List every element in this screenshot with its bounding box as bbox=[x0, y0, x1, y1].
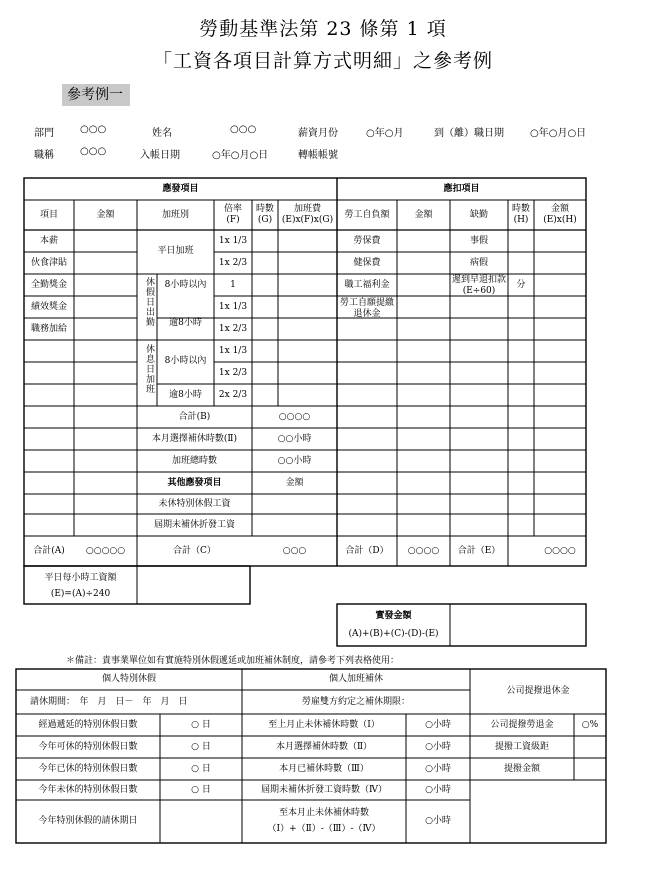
join-date-value: ○年○月○日 bbox=[212, 150, 269, 161]
comp-row-label: 至上月止未休補休時數（Ⅰ） bbox=[268, 720, 380, 730]
comp-row-label: 屆期未補休折發工資時數（Ⅳ） bbox=[261, 785, 387, 795]
unused-leave-pay-label: 未休特別休假工資 bbox=[158, 499, 231, 509]
pension-row-value: ○% bbox=[581, 720, 599, 730]
annual-leave-row-label: 今年已休的特別休假日數 bbox=[38, 764, 138, 774]
col-ot-pay: 加班費 (E)x(F)x(G) bbox=[281, 204, 334, 225]
total-ot-hours-value: ○○小時 bbox=[277, 456, 312, 466]
leave-period-label: 請休期間： 年 月 日－ 年 月 日 bbox=[30, 697, 188, 707]
job-title-value: ○○○ bbox=[80, 146, 107, 157]
annual-leave-period-row: 今年特別休假的請休期日 bbox=[38, 816, 138, 826]
within-8h-label: 8小時以內 bbox=[164, 356, 207, 366]
subtotal-b-label: 合計(B) bbox=[178, 412, 211, 422]
earnings-header: 應發項目 bbox=[162, 184, 199, 194]
annual-leave-row-label: 經過遞延的特別休假日數 bbox=[38, 720, 138, 730]
rate-value: 1x 2/3 bbox=[218, 258, 248, 268]
document-title-line1: 勞動基準法第 23 條第 1 項 bbox=[199, 18, 447, 40]
salary-month-value: ○年○月 bbox=[366, 128, 404, 139]
rate-value: 1x 2/3 bbox=[218, 368, 248, 378]
hourly-wage-formula: (E)=(A)÷240 bbox=[50, 589, 111, 599]
total-a-value: ○○○○○ bbox=[85, 546, 126, 556]
comp-row-value: ○小時 bbox=[425, 720, 451, 730]
subtotal-b-value: ○○○○ bbox=[278, 412, 311, 422]
col-hours: 時數 (G) bbox=[255, 204, 274, 225]
total-d-label: 合計（D） bbox=[345, 546, 389, 556]
comp-agreement-label: 勞雇雙方約定之補休期限： bbox=[301, 697, 410, 707]
col-deduct-amount: 金額 bbox=[414, 210, 433, 220]
annual-leave-row-label: 今年未休的特別休假日數 bbox=[38, 785, 138, 795]
annual-leave-row-value: ○ 日 bbox=[191, 764, 211, 774]
col-deduct-item: 勞工自負額 bbox=[344, 210, 390, 220]
deduct-item: 勞工自願提繳退休金 bbox=[340, 298, 395, 319]
comp-hours-value: ○○小時 bbox=[277, 434, 312, 444]
document-title-line2: 「工資各項目計算方式明細」之參考例 bbox=[152, 50, 493, 72]
annual-leave-row-value: ○ 日 bbox=[191, 742, 211, 752]
comp-remaining-value: ○小時 bbox=[425, 816, 451, 826]
within-8h-label: 8小時以內 bbox=[164, 280, 207, 290]
annual-leave-row-label: 今年可休的特別休假日數 bbox=[38, 742, 138, 752]
rate-value: 1 bbox=[230, 280, 236, 290]
total-c-label: 合計（C） bbox=[173, 546, 216, 556]
earn-item: 全勤獎金 bbox=[30, 280, 67, 290]
total-e-value: ○○○○ bbox=[544, 546, 576, 556]
other-earnings-label: 其他應發項目 bbox=[167, 478, 222, 488]
comp-row-value: ○小時 bbox=[425, 742, 451, 752]
job-title-label: 職稱 bbox=[34, 150, 54, 161]
expired-comp-pay-label: 屆期未補休折發工資 bbox=[153, 520, 235, 530]
total-d-value: ○○○○ bbox=[407, 546, 440, 556]
col-absence: 缺勤 bbox=[469, 210, 488, 220]
net-pay-label: 實發金額 bbox=[375, 611, 412, 621]
note-text: ＊備註：貴事業單位如有實施特別休假遞延或加班補休制度，請參考下列表格使用： bbox=[66, 656, 400, 666]
deduct-item: 勞保費 bbox=[353, 236, 381, 246]
dept-value: ○○○ bbox=[80, 124, 107, 135]
name-value: ○○○ bbox=[230, 124, 257, 135]
comp-row-value: ○小時 bbox=[425, 785, 451, 795]
weekday-ot-label: 平日加班 bbox=[157, 246, 194, 256]
comp-row-label: 本月已補休時數（Ⅲ） bbox=[279, 764, 369, 774]
pension-header: 公司提撥退休金 bbox=[506, 686, 570, 696]
col-amount: 金額 bbox=[96, 210, 115, 220]
comp-row-label: 本月選擇補休時數（Ⅱ） bbox=[275, 742, 373, 752]
comp-hours-label: 本月選擇補休時數(Ⅱ) bbox=[151, 434, 238, 444]
deductions-header: 應扣項目 bbox=[443, 184, 480, 194]
leave-date-label: 到（離）職日期 bbox=[434, 128, 504, 139]
other-earnings-amount-label: 金額 bbox=[285, 478, 304, 488]
rate-value: 1x 1/3 bbox=[218, 302, 248, 312]
over-8h-label: 逾8小時 bbox=[169, 318, 202, 328]
absence-unit: 分 bbox=[516, 280, 526, 290]
rate-value: 1x 2/3 bbox=[218, 324, 248, 334]
comp-row-value: ○小時 bbox=[425, 764, 451, 774]
pension-row-label: 公司提撥勞退金 bbox=[490, 720, 554, 730]
earn-item: 伙食津貼 bbox=[30, 258, 67, 268]
rate-value: 1x 1/3 bbox=[218, 236, 248, 246]
rate-value: 1x 1/3 bbox=[218, 346, 248, 356]
comp-remaining-label: 至本月止未休補休時數 bbox=[278, 808, 369, 818]
col-rate: 倍率 (F) bbox=[223, 204, 242, 225]
absence-item: 事假 bbox=[469, 236, 488, 246]
deduct-item: 健保費 bbox=[353, 258, 381, 268]
absence-item: 遲到早退扣款(E÷60) bbox=[452, 275, 507, 296]
rate-value: 2x 2/3 bbox=[218, 390, 248, 400]
earn-item: 本薪 bbox=[39, 236, 58, 246]
total-c-value: ○○○ bbox=[282, 546, 307, 556]
example-label: 參考例一 bbox=[62, 84, 130, 106]
rest-day-ot-label: 休息日加班 bbox=[144, 344, 154, 394]
absence-item: 病假 bbox=[469, 258, 488, 268]
earn-item: 職務加給 bbox=[30, 324, 67, 334]
over-8h-label: 逾8小時 bbox=[169, 390, 202, 400]
col-ot-type: 加班別 bbox=[161, 210, 189, 220]
total-e-label: 合計（E） bbox=[457, 546, 501, 556]
annual-leave-header: 個人特別休假 bbox=[101, 674, 156, 684]
comp-leave-header: 個人加班補休 bbox=[328, 674, 383, 684]
earn-item: 績效獎金 bbox=[30, 302, 67, 312]
comp-remaining-formula: （Ⅰ）+（Ⅱ）-（Ⅲ）-（Ⅳ） bbox=[267, 824, 381, 834]
net-pay-formula: (A)+(B)+(C)-(D)-(E) bbox=[348, 629, 439, 639]
dept-label: 部門 bbox=[34, 128, 54, 139]
pension-row-label: 提撥工資級距 bbox=[494, 742, 549, 752]
name-label: 姓名 bbox=[152, 128, 172, 139]
annual-leave-row-value: ○ 日 bbox=[191, 785, 211, 795]
salary-month-label: 薪資月份 bbox=[298, 128, 338, 139]
deduct-item: 職工福利金 bbox=[344, 280, 390, 290]
col-absence-hours: 時數 (H) bbox=[511, 204, 530, 225]
col-absence-amount: 金額 (E)x(H) bbox=[543, 204, 577, 225]
col-item: 項目 bbox=[39, 210, 58, 220]
join-date-label: 入帳日期 bbox=[140, 150, 180, 161]
total-a-label: 合計(A) bbox=[33, 546, 65, 556]
leave-date-value: ○年○月○日 bbox=[530, 128, 587, 139]
pension-row-label: 提撥金額 bbox=[503, 764, 540, 774]
rest-holiday-ot-label: 休假日出勤 bbox=[144, 277, 154, 327]
annual-leave-row-value: ○ 日 bbox=[191, 720, 211, 730]
hourly-wage-label: 平日每小時工資額 bbox=[44, 573, 117, 583]
total-ot-hours-label: 加班總時數 bbox=[171, 456, 217, 466]
bank-account-label: 轉帳帳號 bbox=[298, 150, 338, 161]
